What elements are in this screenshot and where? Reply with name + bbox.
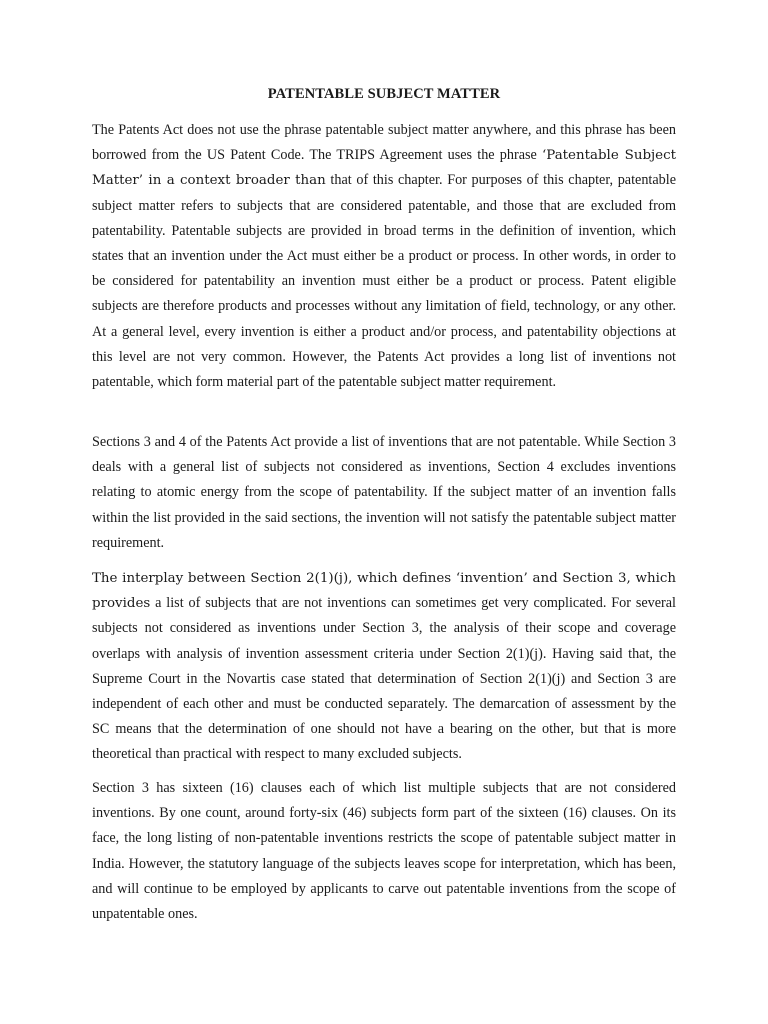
paragraph-3-text-a: The interplay between Section 2(1)(j), which defines ‘invention’ and Section 3, which provides bbox=[92, 571, 676, 612]
paragraph-1-text-a: The Patents Act does not use the phrase patentable subject matter anywhere, and this phrase has been borrowed from the US Patent Code. The TRIPS Agreement uses the phrase bbox=[92, 122, 676, 164]
paragraph-3 bbox=[92, 566, 676, 768]
paragraph-4: Section 3 has sixteen (16) clauses each of which list multiple subjects that are not considered inventions. By one count, around forty-six (46) subjects form part of the sixteen (16) clauses. On its face, the long listing of non-patentable inventions restricts the scope of patentable subject matter in India. However, the statutory language of the subjects leaves scope for interpretation, which has been, and will continue to be employed by applicants to carve out patentable inventions from the scope of unpatentable ones. bbox=[92, 780, 676, 923]
paragraph-1-text-b: ‘Patentable Subject Matter’ in a context broader than bbox=[92, 148, 676, 189]
paragraph-2: Sections 3 and 4 of the Patents Act provide a list of inventions that are not patentable. While Section 3 deals with a general list of subjects not considered as inventions, Section 4 excludes inventions relating to atomic energy from the scope of patentability. If the subject matter of an invention falls within the list provided in the said sections, the invention will not satisfy the patentable subject matter requirement. bbox=[92, 434, 676, 551]
page-title: PATENTABLE SUBJECT MATTER bbox=[267, 86, 501, 102]
paragraph-1-text-c: that of this chapter. For purposes of this chapter, patentable subject matter refers to subjects that are considered patentable, and those that are excluded from patentability. Patentable subjects are provided in broad terms in the definition of invention, which states that an invention under the Act must either be a product or process. In other words, in order to be considered for patentability an invention must either be a product or process. Patent eligible subjects are therefore products and processes without any limitation of field, technology, or any other. At a general level, every invention is either a product and/or process, and patentability objections at this level are not very common. However, the Patents Act provides a long list of inventions not patentable, which form material part of the patentable subject matter requirement. bbox=[92, 172, 676, 391]
paragraph-3-text-b: a list of subjects that are not inventions can sometimes get very complicated. For several subjects not considered as inventions under Section 3, the analysis of their scope and coverage overlaps with analysis of invention assessment criteria under Section 2(1)(j). Having said that, the Supreme Court in the Novartis case stated that determination of Section 2(1)(j) and Section 3 are independent of each other and must be conducted separately. The demarcation of assessment by the SC means that the determination of one should not have a bearing on the other, but that is more theoretical than practical with respect to many excluded subjects. bbox=[92, 595, 676, 763]
paragraph-1 bbox=[92, 118, 676, 395]
